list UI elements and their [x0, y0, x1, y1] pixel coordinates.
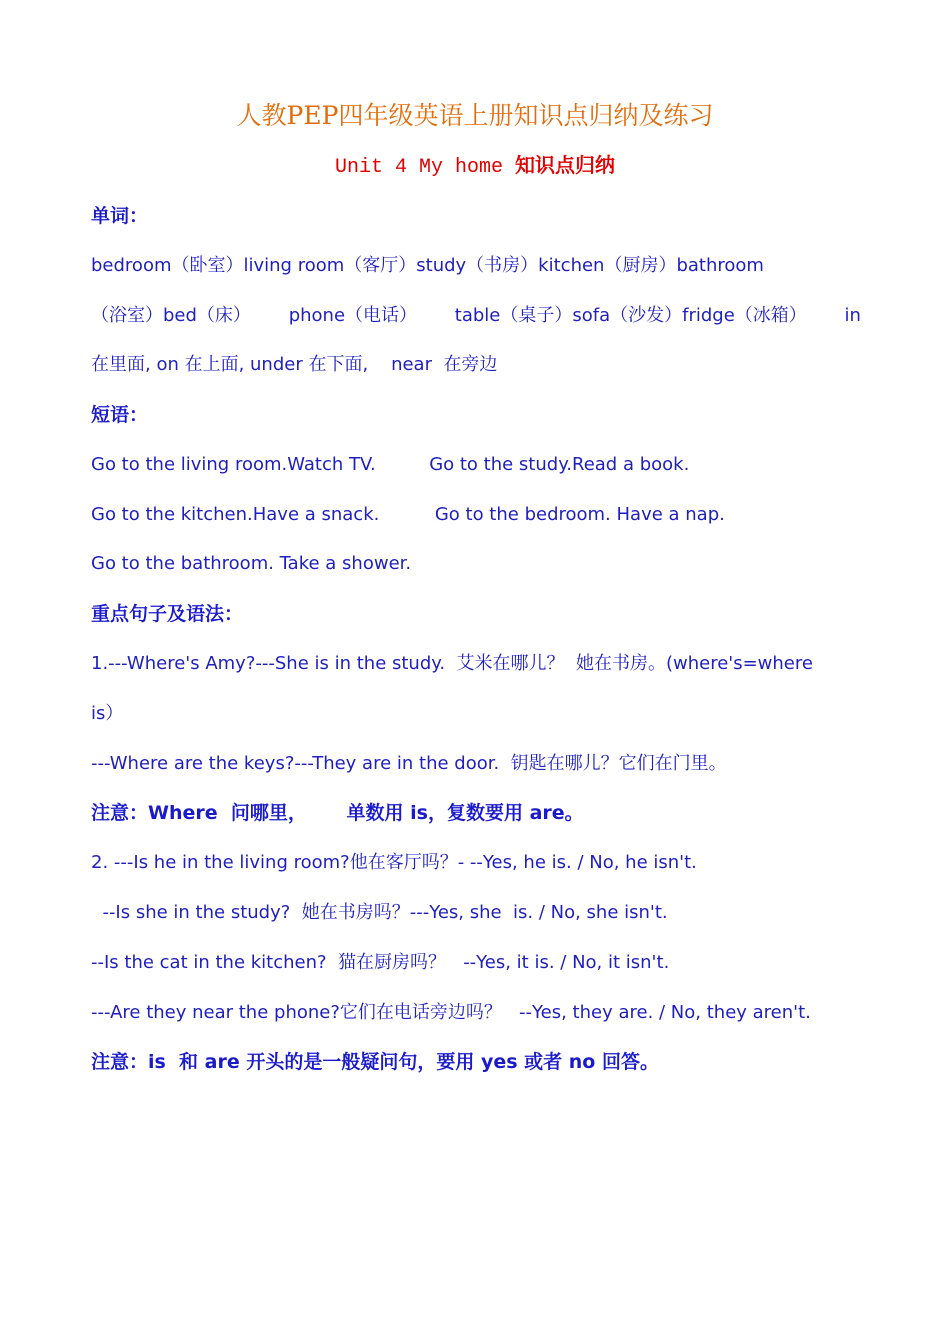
sentence-2-line-3: --Is the cat in the kitchen? 猫在厨房吗？ --Yes, it is. / No, it isn't.	[91, 952, 670, 973]
vocab-line-2-part-1: （浴室）bed（床）	[91, 305, 251, 326]
vocab-heading: 单词：	[91, 205, 149, 227]
subtitle-english: Unit 4 My home	[334, 156, 503, 179]
vocab-line-1: bedroom（卧室）living room（客厅）study（书房）kitchen（厨房）bathroom	[91, 255, 764, 276]
phrases-heading: 短语：	[91, 404, 149, 426]
vocab-line-2-part-4: in	[844, 305, 861, 326]
sentence-2-line-1: 2. ---Is he in the living room?他在客厅吗？- --Yes, he is. / No, he isn't.	[91, 852, 697, 873]
document-title: 人教PEP四年级英语上册知识点归纳及练习	[236, 101, 714, 130]
note-1: 注意：Where 问哪里， 单数用 is，复数要用 are。	[91, 802, 584, 824]
subtitle-chinese: 知识点归纳	[515, 153, 616, 177]
vocab-line-2-part-2: phone（电话）	[288, 305, 418, 326]
note-2: 注意：is 和 are 开头的是一般疑问句，要用 yes 或者 no 回答。	[91, 1051, 659, 1073]
sentence-2-line-2: --Is she in the study? 她在书房吗？---Yes, she is. / No, she isn't.	[91, 902, 668, 923]
document-subtitle	[0, 150, 950, 183]
phrase-row-2	[91, 500, 725, 530]
vocab-line-3: 在里面, on 在上面, under 在下面, near 在旁边	[91, 354, 498, 375]
sentence-2-line-4: ---Are they near the phone?它们在电话旁边吗？ --Yes, they are. / No, they aren't.	[91, 1002, 811, 1023]
phrase-living-room: Go to the living room.Watch TV.	[91, 454, 376, 475]
phrase-bedroom: Go to the bedroom. Have a nap.	[434, 504, 725, 525]
phrase-study: Go to the study.Read a book.	[429, 454, 690, 475]
vocab-line-2	[91, 301, 861, 331]
phrase-row-1	[91, 450, 689, 480]
grammar-heading: 重点句子及语法：	[91, 603, 244, 625]
vocab-line-2-part-3: table（桌子）sofa（沙发）fridge（冰箱）	[454, 305, 807, 326]
sentence-1-line-3: ---Where are the keys?---They are in the door. 钥匙在哪儿？它们在门里。	[91, 753, 727, 774]
sentence-1-line-1: 1.---Where's Amy?---She is in the study. 艾米在哪儿？ 她在书房。(where's=where	[91, 653, 813, 674]
sentence-1-line-2: is）	[91, 703, 124, 724]
phrase-bathroom: Go to the bathroom. Take a shower.	[91, 553, 412, 574]
phrase-kitchen: Go to the kitchen.Have a snack.	[91, 504, 380, 525]
